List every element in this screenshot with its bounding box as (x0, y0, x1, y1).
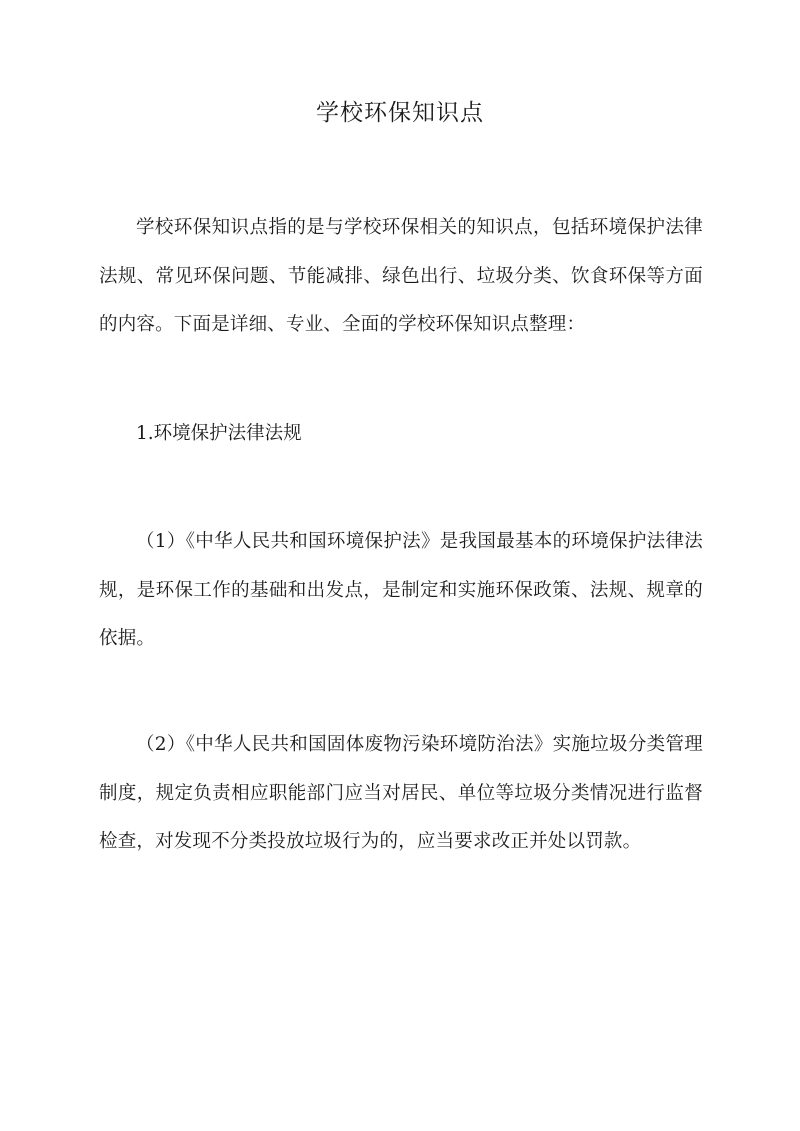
section-paragraph: （1）《中华人民共和国环境保护法》是我国最基本的环境保护法律法规，是环保工作的基础和出发点，是制定和实施环保政策、法规、规章的依据。 (99, 531, 703, 649)
intro-paragraph: 学校环保知识点指的是与学校环保相关的知识点，包括环境保护法律法规、常见环保问题、节能减排、绿色出行、垃圾分类、饮食环保等方面的内容。下面是详细、专业、全面的学校环保知识点整理： (99, 217, 703, 335)
document-title: 学校环保知识点 (316, 100, 484, 126)
section-paragraph: （2）《中华人民共和国固体废物污染环境防治法》实施垃圾分类管理制度，规定负责相应职能部门应当对居民、单位等垃圾分类情况进行监督检查，对发现不分类投放垃圾行为的，应当要求改正并处以罚款。 (99, 734, 703, 852)
section-heading: 1.环境保护法律法规 (136, 423, 302, 444)
